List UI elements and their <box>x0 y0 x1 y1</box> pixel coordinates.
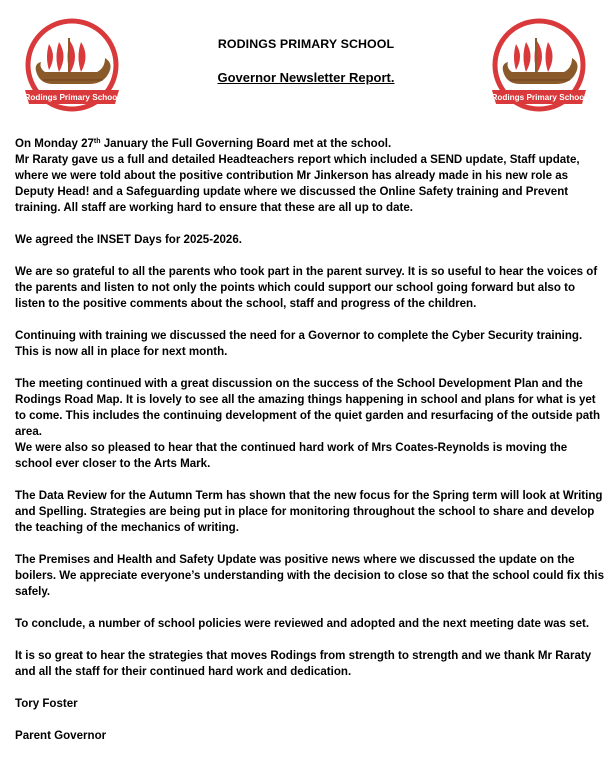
report-title: Governor Newsletter Report. <box>217 70 395 85</box>
ordinal-suffix: th <box>93 138 101 145</box>
signature-role: Parent Governor <box>15 730 107 742</box>
paragraph-arts-mark: We were also so pleased to hear that the continued hard work of Mrs Coates-Reynolds is moving the school ever closer to the Arts Mark. <box>15 442 568 470</box>
text: On Monday 27 <box>15 138 94 150</box>
paragraph-headteacher-report: Mr Raraty gave us a full and detailed Headteachers report which included a SEND update, Staff update, where we were told about the positive contribution Mr Jinkerson has already made in his new role as Deputy Head! and a Safeguarding update where we discussed the Online Safety training and Prevent training. All staff are working hard to ensure that these are all up to date. <box>15 154 580 214</box>
paragraph-thanks: It is so great to hear the strategies that moves Rodings from strength to strength and we thank Mr Raraty and all the staff for their continued hard work and dedication. <box>15 650 592 678</box>
logo-text: Rodings Primary School <box>491 93 587 102</box>
paragraph-development-plan: The meeting continued with a great discussion on the success of the School Development Plan and the Rodings Road Map. It is lovely to see all the amazing things happening in school and plans for what is yet to come. This includes the continuing development of the quiet garden and resurfacing of the outside path area. <box>15 378 601 438</box>
paragraph-cyber-training: Continuing with training we discussed the need for a Governor to complete the Cyber Security training. This is now all in place for next month. <box>15 330 583 358</box>
school-logo-left <box>19 18 125 112</box>
logo-text: Rodings Primary School <box>24 93 120 102</box>
paragraph-parent-survey: We are so grateful to all the parents who took part in the parent survey. It is so useful to hear the voices of the parents and listen to not only the points which could support our school going forward but also to listen to the positive comments about the school, staff and progress of the children. <box>15 266 598 310</box>
paragraph-inset-days: We agreed the INSET Days for 2025-2026. <box>15 234 242 246</box>
signature-name: Tory Foster <box>15 698 78 710</box>
viking-ship-logo-icon <box>486 18 592 112</box>
newsletter-body <box>15 136 605 760</box>
paragraph-conclusion: To conclude, a number of school policies were reviewed and adopted and the next meeting date was set. <box>15 618 590 630</box>
paragraph-premises-update: The Premises and Health and Safety Update was positive news where we discussed the update on the boilers. We appreciate everyone’s understanding with the decision to close so that the school could fix this safely. <box>15 554 605 598</box>
text: January the Full Governing Board met at the school. <box>100 138 392 150</box>
school-name: RODINGS PRIMARY SCHOOL <box>217 37 395 51</box>
document-header <box>140 37 472 85</box>
school-logo-right <box>486 18 592 112</box>
viking-ship-logo-icon <box>19 18 125 112</box>
paragraph-data-review: The Data Review for the Autumn Term has shown that the new focus for the Spring term will look at Writing and Spelling. Strategies are being put in place for monitoring throughout the school to share and develop the teaching of the mechanics of writing. <box>15 490 603 534</box>
paragraph-meeting-date <box>15 136 605 152</box>
